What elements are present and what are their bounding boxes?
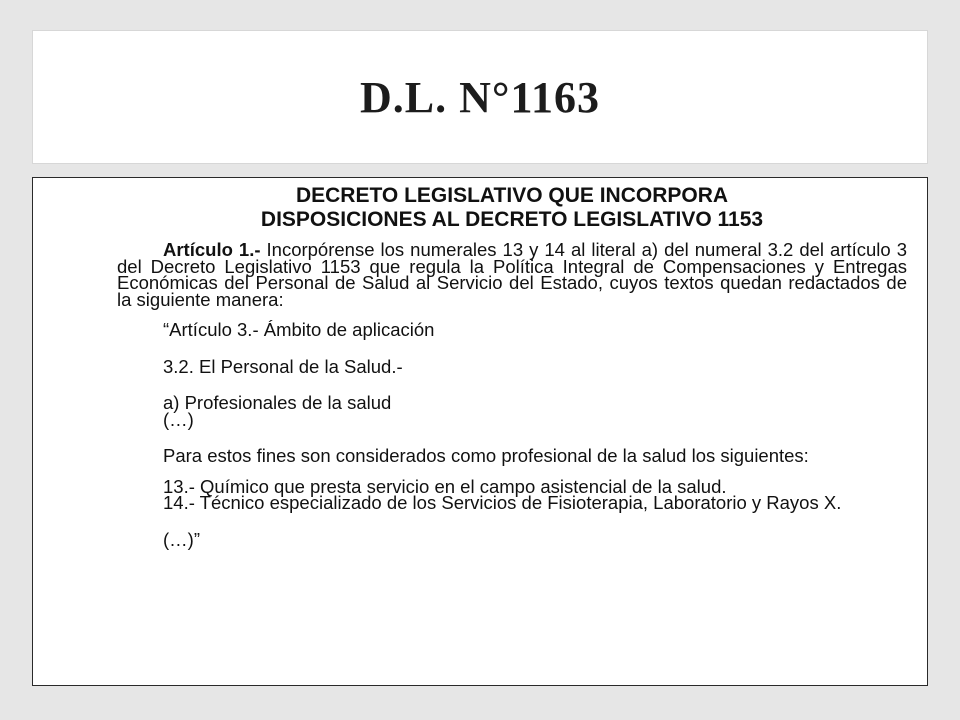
item-14: 14.- Técnico especializado de los Servicios de Fisioterapia, Laboratorio y Rayos X.	[163, 492, 842, 513]
slide-title: D.L. N°1163	[359, 72, 601, 122]
article-1-text: Incorpórense los numerales 13 y 14 al literal a) del numeral 3.2 del artículo 3 del Decreto Legislativo 1153 que regula la Política Integral de Compensaciones y Entregas Económicas del Personal de Salud al Servicio del Estado, cuyos textos quedan redactados de la siguiente manera:	[117, 239, 907, 310]
article-1-label: Artículo 1.-	[163, 239, 261, 260]
title-box	[32, 30, 928, 164]
document-text	[117, 184, 907, 548]
ellipsis-1: (…)	[163, 408, 194, 430]
document-image-frame	[32, 177, 928, 686]
heading-line-1: DECRETO LEGISLATIVO QUE INCORPORA	[295, 184, 729, 207]
article-1-paragraph	[117, 239, 907, 310]
item-13: 13.- Químico que presta servicio en el campo asistencial de la salud.	[163, 475, 727, 497]
heading-line-2: DISPOSICIONES AL DECRETO LEGISLATIVO 1153	[260, 208, 764, 231]
item-a: a) Profesionales de la salud	[163, 392, 392, 413]
document-heading	[117, 184, 907, 232]
closing-ellipsis: (…)”	[163, 528, 200, 550]
section-3-2: 3.2. El Personal de la Salud.-	[163, 355, 403, 377]
quoted-article-heading: “Artículo 3.- Ámbito de aplicación	[163, 319, 435, 340]
considered-paragraph: Para estos fines son considerados como profesional de la salud los siguientes:	[163, 445, 809, 466]
